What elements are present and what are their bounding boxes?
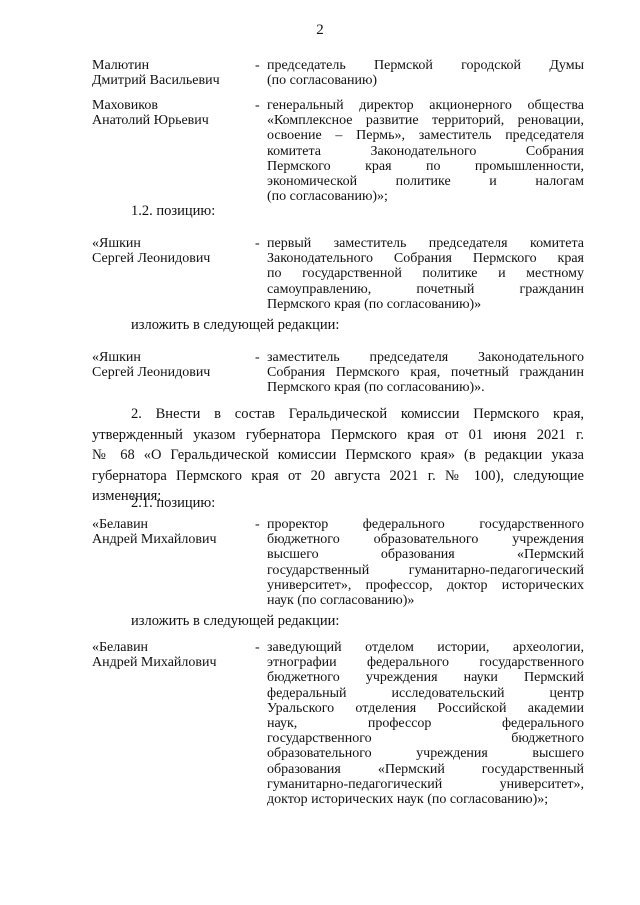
dash: -	[255, 58, 260, 73]
position-description: председатель Пермской городской Думы (по согласованию)	[267, 58, 584, 89]
paragraph-2: 2. Внести в состав Геральдической комиссии Пермского края, утвержденный указом губернатора Пермского края от 01 июня 2021 г. № 68 «О Геральдической комиссии Пермского края» (в редакции указа губернатора Пермского края от 20 августа 2021 г. № 100), следующие изменения:	[92, 406, 584, 504]
person-name: «Белавин Андрей Михайлович	[92, 517, 217, 548]
paragraph-redaction-1: изложить в следующей редакции:	[131, 317, 340, 333]
paragraph-2-1: 2.1. позицию:	[131, 495, 216, 511]
dash: -	[255, 517, 260, 532]
person-name: Малютин Дмитрий Васильевич	[92, 58, 220, 89]
dash: -	[255, 640, 260, 655]
dash: -	[255, 350, 260, 365]
paragraph-redaction-2: изложить в следующей редакции:	[131, 613, 340, 629]
person-name: Маховиков Анатолий Юрьевич	[92, 98, 209, 129]
dash: -	[255, 236, 260, 251]
position-description: генеральный директор акционерного общества «Комплексное развитие территорий, реновации, освоение – Пермь», заместитель председателя комитета Законодательного Собрания Пермского края по промышленности, экономической политике и налогам (по согласованию)»;	[267, 98, 584, 205]
dash: -	[255, 98, 260, 113]
position-description: заведующий отделом истории, археологии, этнографии федерального государственного бюджетного учреждения науки Пермский федеральный исследовательский центр Уральского отделения Российской академии наук, профессор федерального государственного бюджетного образовательного учреждения высшего образования «Пермский государственный гуманитарно-педагогический университет», доктор исторических наук (по согласованию)»;	[267, 640, 584, 808]
person-name: «Белавин Андрей Михайлович	[92, 640, 217, 671]
position-description: проректор федерального государственного бюджетного образовательного учреждения высшего образования «Пермский государственный гуманитарно-педагогический университет», профессор, доктор исторических наук (по согласованию)»	[267, 517, 584, 609]
person-name: «Яшкин Сергей Леонидович	[92, 236, 211, 267]
paragraph-1-2: 1.2. позицию:	[131, 203, 216, 219]
position-description: первый заместитель председателя комитета Законодательного Собрания Пермского края по государственной политике и местному самоуправлению, почетный гражданин Пермского края (по согласованию)»	[267, 236, 584, 312]
position-description: заместитель председателя Законодательного Собрания Пермского края, почетный гражданин Пермского края (по согласованию)».	[267, 350, 584, 396]
person-name: «Яшкин Сергей Леонидович	[92, 350, 211, 381]
page-number: 2	[316, 22, 324, 38]
